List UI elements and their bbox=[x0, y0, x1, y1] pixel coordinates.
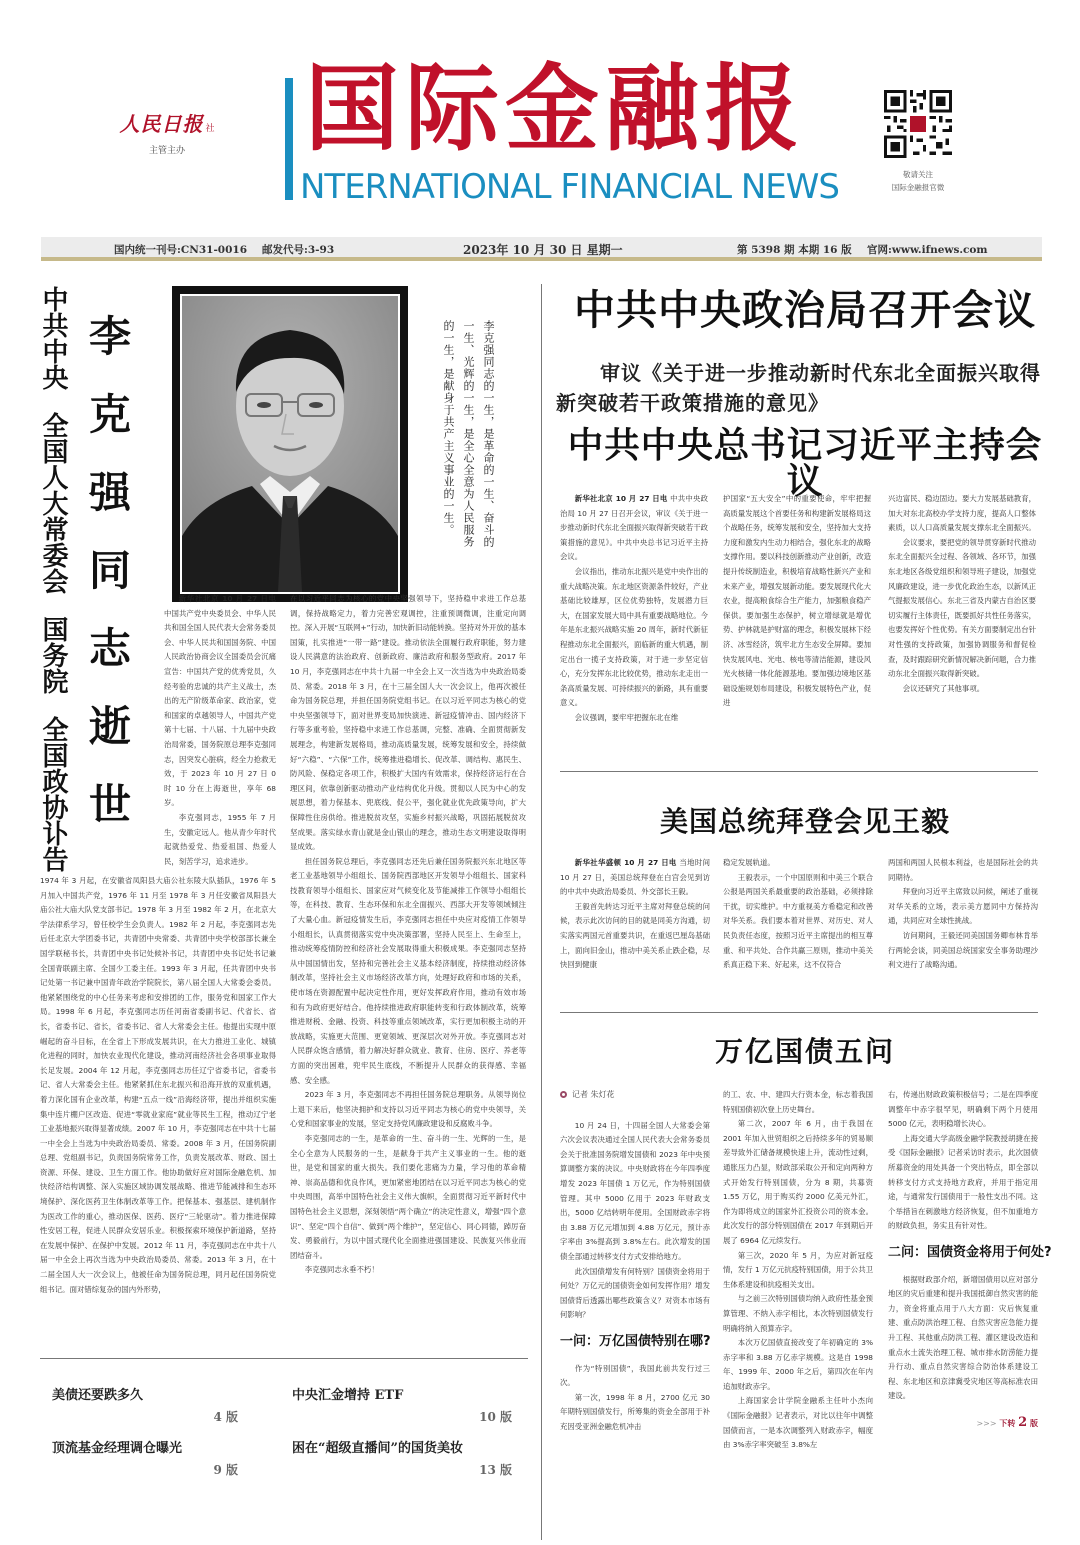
teaser-link[interactable]: 中央汇金增持 ETF bbox=[292, 1388, 404, 1403]
cn-registration-code: 国内统一刊号:CN31-0016 bbox=[114, 244, 248, 256]
publisher-name: 人民日报 bbox=[119, 112, 204, 136]
masthead-title-en: NTERNATIONAL FINANCIAL NEWS bbox=[300, 167, 839, 207]
paragraph: 会议要求，要把党的领导贯穿新时代推动东北全面振兴全过程、各领域、各环节，加强东北地区各级党组织和领导班子建设，加强党风廉政建设，进一步优化政治生态，以新风正气提振发展信心。东北三省及内蒙古自治区要切实履行主体责任，既要抓好共性任务落实，也要发挥好个性优势。有关方面要制定出台针对性强的支持政策，加强协调服务和督促检查，及时跟踪研究新情况解决新问题，合力推动东北全面振兴取得新突破。 bbox=[888, 537, 1036, 679]
bond-column-3 bbox=[888, 1088, 1052, 1528]
politburo-headline: 中共中央政治局召开会议 bbox=[574, 286, 1036, 334]
paragraph: 访问期间，王毅还同美国国务卿布林肯举行两轮会谈，同美国总统国家安全事务助理沙利文进行了战略沟通。 bbox=[888, 930, 1038, 970]
politburo-column-3 bbox=[888, 492, 1036, 764]
qr-caption-line1: 敬请关注 bbox=[903, 170, 933, 179]
dateline: 新华社华盛顿 10 月 27 日电 bbox=[574, 858, 677, 867]
paragraph bbox=[164, 592, 276, 811]
qr-caption-line2: 国际金融报官微 bbox=[891, 183, 945, 192]
issue-info-bar bbox=[41, 237, 1042, 261]
paragraph-text: 中共中央政治局 10 月 27 日召开会议，审议《关于进一步推动新时代东北全面振兴取得新突破若干政策措施的意见》。中共中央总书记习近平主持会议。 bbox=[560, 494, 708, 562]
teaser-page: 13 版 bbox=[479, 1463, 512, 1477]
paragraph: 10 月 24 日，十四届全国人大常委会第六次会议表决通过全国人民代表大会常务委员会关于批准国务院增发国债和 2023 年中央预算调整方案的决议。中央财政将在今年四季度增发 2023 年国债 1 万亿元，作为特别国债管理。其中 5000 亿用于 2023 年财政支出，5000 亿结转明年使用。全国财政赤字将由 3.88 万亿元增加到 4.88 万亿元，预计赤字率由 3%提高到 3.8%左右。此次增发的国债全部通过转移支付方式安排给地方。 bbox=[560, 1120, 710, 1261]
divider bbox=[40, 1358, 528, 1359]
paragraph: 2023 年 3 月，李克强同志不再担任国务院总理职务。从领导岗位上退下来后，他坚决拥护和支持以习近平同志为核心的党中央领导，关心党和国家事业的发展，坚定支持党风廉政建设和反腐败斗争。 bbox=[290, 1090, 526, 1129]
issuer: 中共中央 bbox=[38, 286, 68, 390]
qr-caption bbox=[870, 168, 966, 194]
biden-headline: 美国总统拜登会见王毅 bbox=[659, 805, 950, 838]
obituary-epitaph: 李克强同志的一生，是革命的一生、奋斗的一生、光辉的一生，是全心全意为人民服务的一生，是献身于共产主义事业的一生。 bbox=[442, 320, 495, 548]
divider bbox=[560, 1012, 1038, 1013]
question-heading-text: 一问：万亿国债特别在哪 bbox=[560, 1333, 704, 1349]
qr-code-icon[interactable] bbox=[884, 90, 952, 158]
paragraph: 1974 年 3 月起，在安徽省凤阳县大庙公社东陵大队插队，1976 年 5 月加入中国共产党，1976 年 11 月至 1978 年 3 月任安徽省凤阳县大庙公社大庙大队党支部书记。1978 年 3 月至 1982 年 2 月，在北京大学法律系学习，曾任校学生会负责人。1982 年 2 月起，李克强同志先后任北京大学团委书记，共青团中央常委、共青团中央学校部部长兼全国学联秘书长，共青团中央书记处候补书记，共青团中央书记处书记兼全国青联副主席、全国少工委主任。1993 年 3 月起，任共青团中央书记处第一书记兼中国青年政治学院院长，第八届全国人大常委会委员。他紧紧围绕党的中心任务来考虑和安排团的工作，服务党和国家工作大局。1998 年 6 月起，李克强同志历任河南省委副书记、代省长、省长，省委书记、省长，省委书记、省人大常委会主任。他提出实现中原崛起的奋斗目标，在全省上下形成发展共识，在大力推进工业化、城镇化进程的同时，加快农业现代化建设，推动河南经济社会各项事业取得长足发展。2004 年 12 月起，李克强同志历任辽宁省委书记，省委书记、省人大常委会主任。他紧紧抓住东北振兴和沿海开放的双重机遇，着力深化国有企业改革，构建“五点一线”沿海经济带，提出并组织实施集中连片棚户区改造、促进“零就业家庭”就业等民生工程，推动辽宁老工业基地振兴取得显著成绩。2007 年 10 月，李克强同志在中共十七届一中全会上当选为中央政治局委员、常委。2008 年 3 月，任国务院副总理、党组副书记，负责国务院常务工作，负责发展改革、财政、国土资源、环保、建设、卫生方面工作。他协助做好应对国际金融危机、加快经济结构调整、深入实施区域协调发展战略、推进节能减排和生态环境保护、深化医药卫生体制改革等工作。把保基本、强基层、建机制作为医改工作的重心，推动医保、医药、医疗“三轮驱动”。着力推进保障性安居工程，促进人民群众安居乐业。积极探索环境保护新道路，坚持在发展中保护、在保护中发展。2012 年 11 月，李克强同志在中共十八届一中全会上再次当选为中央政治局委员、常委。2013 年 3 月，在十二届全国人大一次会议上，他被任命为国务院总理，同月起任国务院党组书记。面对错综复杂的国内外形势， bbox=[40, 876, 276, 1294]
portrait-photo bbox=[182, 296, 398, 592]
paragraph: 的工、农、中、建四大行资本金，标志着我国特别国债初次登上历史舞台。 bbox=[723, 1090, 873, 1114]
paragraph: 在以习近平同志为核心的党中央坚强领导下，坚持稳中求进工作总基调，保持战略定力，着力完善宏观调控，注重预调微调，注重定向调控。深入开展“互联网+”行动，加快新旧动能转换。坚持对外开放的基本国策，扎实推进“一带一路”建设。推动依法全面履行政府职能，努力建设人民满意的法治政府、创新政府、廉洁政府和服务型政府。2017 年 10 月，李克强同志在中共十九届一中全会上又一次当选为中央政治局委员、常委。2018 年 3 月，在十三届全国人大一次会议上，他再次被任命为国务院总理，并担任国务院党组书记。在以习近平同志为核心的党中央坚强领导下，面对世界变局加快演进、新冠疫情冲击、国内经济下行等多重考验，坚持稳中求进工作总基调，完整、准确、全面贯彻新发展理念，构建新发展格局，推动高质量发展，统筹发展和安全，持续做好“六稳”、“六保”工作，统筹推进稳增长、促改革、调结构、惠民生、防风险、保稳定各项工作，积极扩大国内有效需求，保持经济运行在合理区间，依靠创新驱动推动产业结构优化升级。贯彻以人民为中心的发展思想，着力保基本、兜底线、促公平，强化就业优先政策导向，扩大保障性住房供给。推进脱贫攻坚，实施乡村振兴战略，巩固拓展脱贫攻坚成果。落实绿水青山就是金山银山的理念，推动生态文明建设取得明显成效。 bbox=[290, 594, 526, 852]
paragraph: 稳定发展轨道。 bbox=[723, 858, 775, 867]
paragraph: 担任国务院总理后，李克强同志还先后兼任国务院振兴东北地区等老工业基地领导小组组长、国务院西部地区开发领导小组组长、国家科技教育领导小组组长、国家应对气候变化及节能减排工作领导小组组长等，在科技、教育、生态环保和东北全面振兴、西部大开发等领域倾注了大量心血。新冠疫情发生后，李克强同志担任中央应对疫情工作领导小组组长，认真贯彻落实党中央决策部署，坚持人民至上、生命至上，推动统筹疫情防控和经济社会发展取得重大积极成果。李克强同志坚持从中国国情出发，坚持和完善社会主义基本经济制度，持续推动经济体制改革，坚持社会主义市场经济改革方向，处理好政府和市场的关系，使市场在资源配置中起决定性作用，更好发挥政府作用，推动有效市场和有为政府更好结合。他持续推进政府职能转变和行政体制改革，统筹推进财税、金融、投资、科技等重点领域改革，实行更加积极主动的开放战略，实施更大范围、更宽领域、更深层次对外开放。李克强同志对人民群众饱含感情，着力解决好群众就业、教育、住房、医疗、养老等方面的突出困难，兜牢民生底线，不断提升人民群众的获得感、幸福感、安全感。 bbox=[290, 856, 526, 1085]
politburo-column-1 bbox=[560, 492, 708, 764]
biden-column-1 bbox=[560, 856, 710, 1006]
byline-text: 记者 朱灯花 bbox=[572, 1090, 615, 1099]
obituary-column-2 bbox=[290, 592, 526, 1344]
continued-on-page[interactable] bbox=[888, 1416, 1038, 1432]
paragraph: 护国家“五大安全”中的重要使命，牢牢把握高质量发展这个首要任务和构建新发展格局这个战略任务，统筹发展和安全，坚持加大支持力度和激发内生动力相结合，强化东北的战略支撑作用。要以科技创新推动产业创新，改造提升传统制造业，积极培育战略性新兴产业和未来产业，增强发展新动能。要发展现代化大农业，提高粮食综合生产能力，加强粮食稳产保供。要加强生态保护，树立增绿就是增优势、护林就是护财富的理念，积极发展林下经济、冰雪经济，筑牢北方生态安全屏障。要加快发展风电、光电、核电等清洁能源，建设风光火核储一体化能源基地。要加强边境地区基础设施规划布局建设，积极发展特色产业，促进 bbox=[723, 494, 871, 708]
paragraph: 与之前三次特别国债均纳入政府性基金预算管理、不纳入赤字相比，本次特别国债发行明确将纳入预算赤字。 bbox=[723, 1294, 873, 1333]
bond-headline: 万亿国债五问 bbox=[714, 1035, 895, 1068]
paragraph: 根据财政部介绍，新增国债用以应对部分地区的灾后重建和提升我国抵御自然灾害的能力，资金将重点用于八大方面：灾后恢复重建、重点防洪治理工程、自然灾害应急能力提升工程、其他重点防洪工程、灌区建设改造和重点水土流失治理工程、城市排水防涝能力提升行动、重点自然灾害综合防治体系建设工程、东北地区和京津冀受灾地区等高标准农田建设。 bbox=[888, 1274, 1038, 1401]
teaser-page: 9 版 bbox=[213, 1463, 238, 1477]
paragraph: 第一次，1998 年 8 月，2700 亿元 30 年期特别国债发行，所筹集的资金全部用于补充因受亚洲金融危机冲击 bbox=[560, 1392, 710, 1431]
paragraph: 作为“特别国债”，我国此前共发行过三次。 bbox=[560, 1363, 710, 1388]
continued-unit: 版 bbox=[1030, 1418, 1038, 1428]
memorial-portrait bbox=[172, 286, 408, 602]
teaser-link[interactable]: 困在“超级直播间”的国货美妆 bbox=[292, 1441, 463, 1456]
question-heading-2: 二问：国债资金将用于何处? bbox=[888, 1244, 1052, 1260]
paragraph: 拜登向习近平主席致以问候，阐述了重视对华关系的立场，表示美方愿同中方保持沟通，共同应对全球性挑战。 bbox=[888, 887, 1038, 926]
column-divider bbox=[541, 284, 542, 1540]
publisher-role: 主管主办 bbox=[148, 146, 185, 156]
issue-date: 2023年 10 月 30 日 星期一 bbox=[463, 243, 623, 257]
obituary-issuers bbox=[37, 286, 69, 894]
paragraph: 第三次，2020 年 5 月，为应对新冠疫情，发行 1 万亿元抗疫特别国债，用于公共卫生体系建设和抗疫相关支出。 bbox=[723, 1250, 873, 1289]
paragraph: 第二次，2007 年 6 月，由于我国在 2001 年加入世贸组织之后持续多年的贸易顺差导致外汇储备规模快速上升，流动性过剩，通胀压力凸显，财政部采取公开和定向两种方式开始发行特别国债，分为 8 期，共募资 1.55 万亿，用于购买约 2000 亿美元外汇，作为即将成立的国家外汇投资公司的资本金。此次发行的部分特别国债在 2017 年到期后开展了 6964 亿元续发行。 bbox=[723, 1119, 873, 1245]
paragraph: 会议指出，推动东北振兴是党中央作出的重大战略决策。东北地区资源条件较好，产业基础比较雄厚，区位优势独特，发展潜力巨大，在国家发展大局中具有重要战略地位。今年是东北振兴战略实施 20 周年，新时代新征程推动东北全面振兴，面临新的重大机遇，制定出台一揽子支持政策，对于进一步坚定信心，充分发挥东北比较优势，推动东北走出一条高质量发展、可持续振兴的新路，具有重要意义。 bbox=[560, 566, 708, 708]
obituary-headline: 李克强同志逝世 bbox=[83, 314, 132, 860]
continued-page-number: 2 bbox=[1018, 1414, 1028, 1430]
paragraph bbox=[560, 492, 708, 565]
publisher-logo bbox=[112, 108, 222, 156]
divider bbox=[560, 771, 1038, 772]
bond-column-1 bbox=[560, 1088, 710, 1528]
teaser-link[interactable]: 美债还要跌多久 bbox=[52, 1388, 144, 1403]
obituary-column-wide bbox=[40, 874, 276, 1344]
website-link[interactable]: 官网:www.ifnews.com bbox=[867, 244, 988, 256]
byline bbox=[560, 1088, 710, 1103]
issue-number: 第 5398 期 本期 16 版 bbox=[737, 244, 852, 256]
issuer: 国务院 bbox=[38, 616, 68, 694]
issuer: 全国政协讣告 bbox=[38, 716, 68, 872]
paragraph: 会议还研究了其他事项。 bbox=[902, 683, 985, 693]
politburo-subhead: 审议《关于进一步推动新时代东北全面振兴取得新突破若干政策措施的意见》 bbox=[556, 361, 1041, 415]
paragraph: 上海国家会计学院金融系主任叶小杰向《国际金融报》记者表示，对比以往年中调整国债而言，一是本次调整列入财政赤字，幅度由 3%赤字率突破至 3.8%左 bbox=[723, 1396, 873, 1450]
paragraph-text: 当地时间 10 月 27 日，美国总统拜登在白宫会见到访的中共中央政治局委员、外交部长王毅。 bbox=[560, 858, 710, 897]
paragraph-text: 中国共产党中央委员会、中华人民共和国全国人民代表大会常务委员会、中华人民共和国国务院、中国人民政治协商会议全国委员会沉痛宣告：中国共产党的优秀党员，久经考验的忠诚的共产主义战士，杰出的无产阶级革命家、政治家，党和国家的卓越领导人，中国共产党第十七届、十八届、十九届中央政治局常委，国务院原总理李克强同志，因突发心脏病，经全力抢救无效，于 2023 年 10 月 27 日 0 时 10 分在上海逝世，享年 68 岁。 bbox=[164, 608, 276, 808]
paragraph: 李克强同志，1955 年 7 月生，安徽定远人。他从青少年时代起就热爱党、热爱祖国、热爱人民，刻苦学习，追求进步。 bbox=[164, 812, 276, 866]
paragraph: 李克强同志的一生，是革命的一生、奋斗的一生、光辉的一生，是全心全意为人民服务的一生，是献身于共产主义事业的一生。他的逝世，是党和国家的重大损失。我们要化悲痛为力量，学习他的革命精神、崇高品德和优良作风，更加紧密地团结在以习近平同志为核心的党中央周围，高举中国特色社会主义伟大旗帜，全面贯彻习近平新时代中国特色社会主义思想，深刻领悟“两个确立”的决定性意义，增强“四个意识”、坚定“四个自信”、做到“两个维护”，坚定信心、同心同德，踔厉奋发、勇毅前行，为以中国式现代化全面推进强国建设、民族复兴伟业而团结奋斗。 bbox=[290, 1133, 526, 1260]
paragraph: 王毅首先转达习近平主席对拜登总统的问候，表示此次访问的目的就是同美方沟通，切实落实两国元首重要共识，在重返巴厘岛基础上，面向旧金山，推动中美关系止跌企稳，尽快回到健康 bbox=[560, 901, 710, 970]
dateline: 新华社北京 10 月 27 日电 bbox=[178, 594, 276, 603]
continue-arrow-icon: >>> bbox=[976, 1418, 997, 1428]
biden-column-3 bbox=[888, 856, 1038, 1006]
publisher-suffix: 社 bbox=[205, 124, 215, 134]
question-heading-1: 一问：万亿国债特别在哪? bbox=[560, 1333, 711, 1349]
paragraph: 两国和两国人民根本利益，也是国际社会的共同期待。 bbox=[888, 858, 1038, 882]
postal-code: 邮发代号:3-93 bbox=[262, 244, 335, 256]
paragraph: 李克强同志永垂不朽！ bbox=[304, 1265, 379, 1275]
masthead-title-cn: 国际金融报 bbox=[305, 54, 806, 164]
masthead-accent-bar bbox=[285, 78, 293, 200]
paragraph: 上海交通大学高级金融学院教授胡捷在接受《国际金融报》记者采访时表示，此次国债所募资金的用处具备一个突出特点，即全部以转移支付方式支持地方政府，并用于指定用途，与通常发行国债用于一般性支出不同。这个举措旨在刺激地方经济恢复，但不加重地方的财政负担，务实且有针对性。 bbox=[888, 1133, 1038, 1231]
biden-column-2 bbox=[723, 856, 873, 1006]
paragraph: 会议强调，要牢牢把握东北在维 bbox=[574, 712, 679, 722]
paragraph: 此次国债增发有何特别？国债资金将用于何处？万亿元的国债资金如何发挥作用？增发国债背后透露出哪些政策含义？对资本市场有何影响？ bbox=[560, 1266, 710, 1320]
teaser-link[interactable]: 顶流基金经理调仓曝光 bbox=[52, 1441, 183, 1456]
bullet-icon bbox=[560, 1091, 567, 1098]
paragraph: 右，传递出财政政策积极信号；二是在四季度调整年中赤字很罕见，明确剩下两个月使用 5000 亿元，表明稳增长决心。 bbox=[888, 1090, 1038, 1129]
paragraph bbox=[560, 856, 710, 900]
politburo-column-2 bbox=[723, 492, 871, 764]
paragraph: 兴边富民、稳边固边。要大力发展基础教育，加大对东北高校办学支持力度，提高人口整体素质，以人口高质量发展支撑东北全面振兴。 bbox=[888, 494, 1036, 533]
continued-label: 下转 bbox=[999, 1418, 1016, 1428]
teaser-page: 4 版 bbox=[213, 1410, 238, 1424]
obituary-column-1 bbox=[164, 592, 276, 872]
paragraph: 本次万亿国债直接改变了年初确定的 3%赤字率和 3.88 万亿赤字规模。这是自 1998 年、1999 年、2000 年之后，第四次在年内追加财政赤字。 bbox=[723, 1338, 873, 1391]
question-heading-text: 二问：国债资金将用于何处 bbox=[888, 1244, 1045, 1260]
politburo-headline-2: 中共中央总书记习近平主持会议 bbox=[567, 425, 1043, 502]
bond-column-2 bbox=[723, 1088, 873, 1528]
teaser-page: 10 版 bbox=[479, 1410, 512, 1424]
issuer: 全国人大常委会 bbox=[38, 412, 68, 594]
dateline: 新华社北京 10 月 27 日电 bbox=[574, 494, 668, 503]
paragraph: 王毅表示，一个中国原则和中美三个联合公报是两国关系最重要的政治基础，必须排除干扰，切实维护。中方重视美方希稳定和改善对华关系。我们要本着对世界、对历史、对人民负责任态度，按照习近平主席提出的相互尊重、和平共处、合作共赢三原则，推动中美关系真正稳下来、好起来，这不仅符合 bbox=[723, 872, 873, 970]
